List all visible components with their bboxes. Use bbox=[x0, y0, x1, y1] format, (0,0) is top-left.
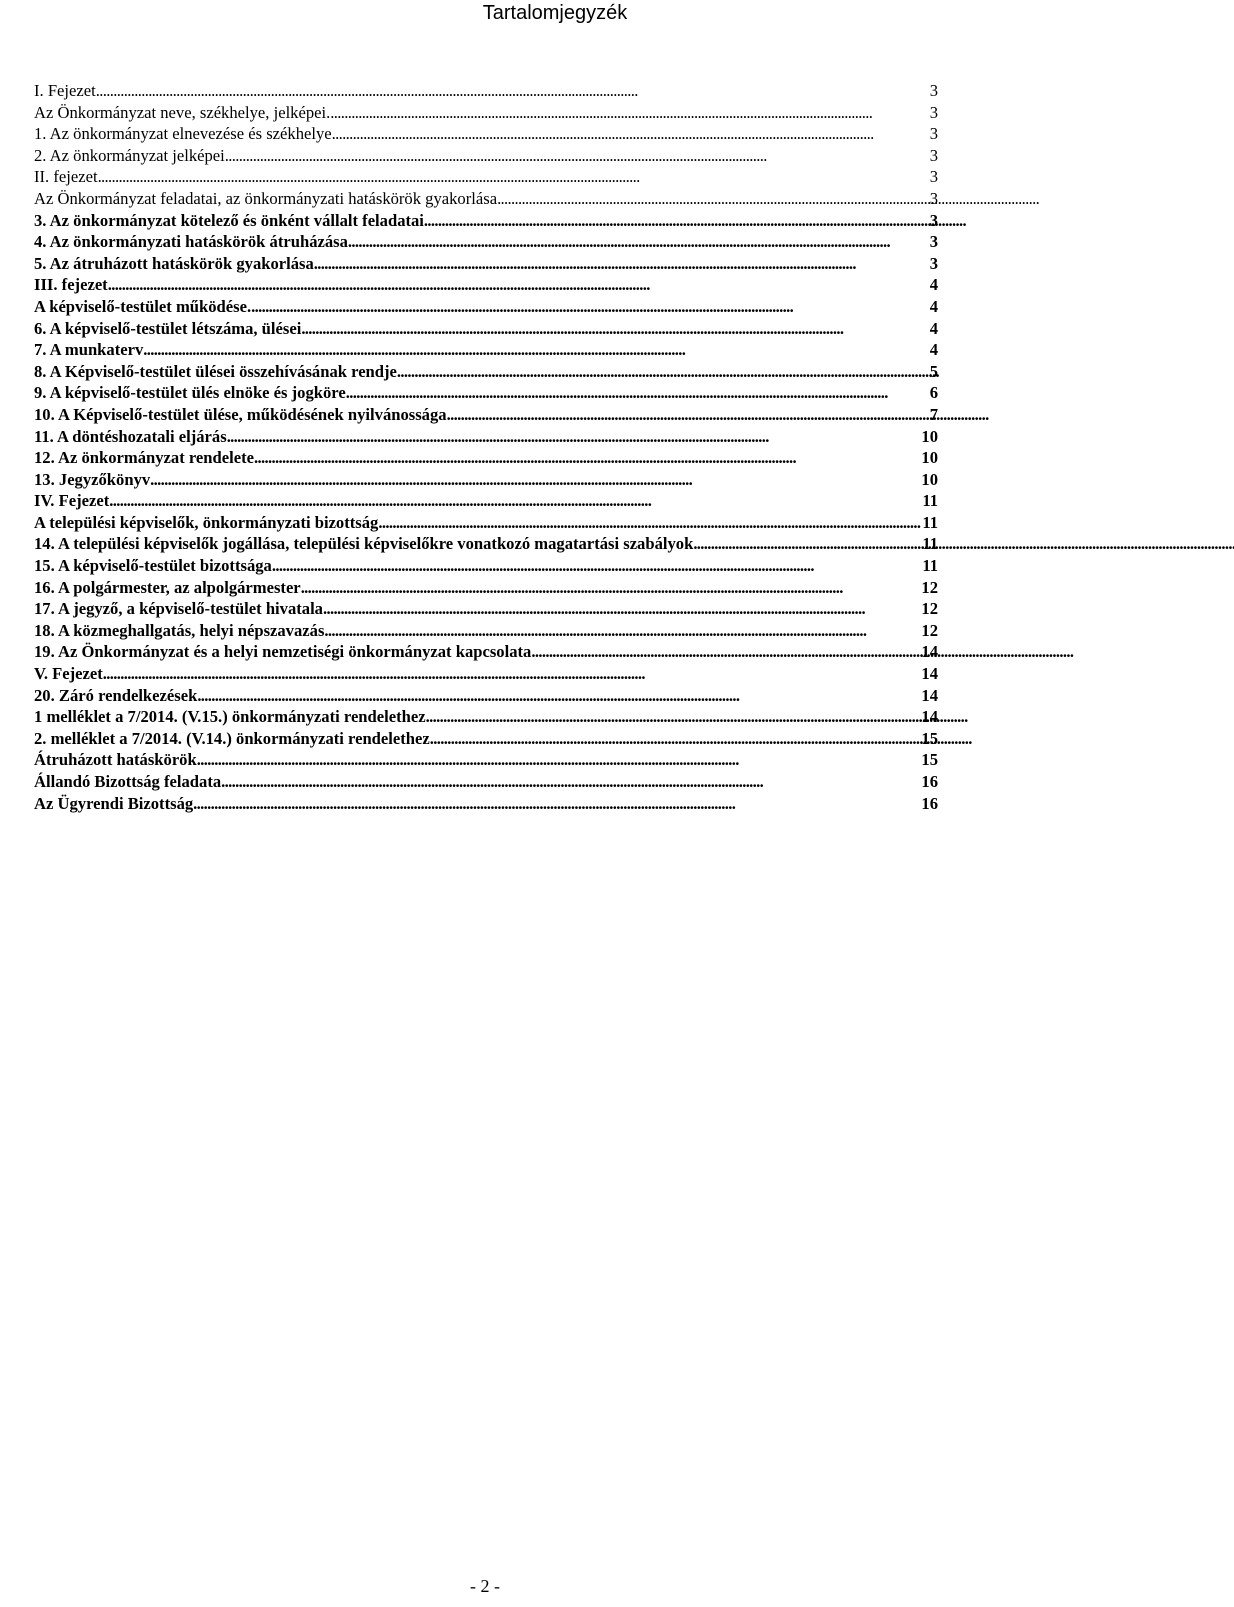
toc-entry-label[interactable]: Az Önkormányzat feladatai, az önkormányzati hatáskörök gyakorlása bbox=[34, 188, 498, 208]
toc-dot-leader bbox=[103, 663, 919, 685]
toc-entry-label[interactable]: 16. A polgármester, az alpolgármester bbox=[34, 577, 301, 597]
toc-entry-page[interactable]: 11 bbox=[922, 491, 938, 511]
toc-entry[interactable] bbox=[34, 253, 938, 275]
toc-dot-leader bbox=[426, 706, 919, 728]
toc-entry-label[interactable]: 11. A döntéshozatali eljárás bbox=[34, 426, 227, 446]
toc-entry-label[interactable]: 6. A képviselő-testület létszáma, ülései bbox=[34, 318, 302, 338]
page-number: - 2 - bbox=[470, 1576, 500, 1596]
toc-entry-label[interactable]: 14. A települési képviselők jogállása, települési képviselőkre vonatkozó magatartási szabályok bbox=[34, 534, 694, 554]
toc-entry-label[interactable]: Átruházott hatáskörök bbox=[34, 750, 197, 770]
toc-entry-page[interactable]: 3 bbox=[929, 81, 938, 100]
toc-entry-label[interactable]: 13. Jegyzőkönyv bbox=[34, 469, 151, 489]
toc-entry[interactable] bbox=[34, 771, 938, 793]
toc-entry-page[interactable]: 3 bbox=[929, 253, 938, 273]
toc-entry[interactable] bbox=[34, 80, 938, 102]
toc-entry[interactable] bbox=[34, 145, 938, 167]
toc-dot-leader bbox=[497, 188, 927, 210]
toc-dot-leader bbox=[272, 555, 919, 577]
toc-dot-leader bbox=[98, 166, 927, 188]
toc-entry[interactable] bbox=[34, 620, 938, 642]
toc-dot-leader bbox=[221, 771, 918, 793]
toc-dot-leader bbox=[109, 490, 919, 512]
toc-entry[interactable] bbox=[34, 382, 938, 404]
toc-entry-label[interactable]: 1. Az önkormányzat elnevezése és székhelye bbox=[34, 124, 332, 144]
toc-dot-leader bbox=[193, 793, 918, 815]
toc-dot-leader bbox=[227, 426, 919, 448]
toc-entry[interactable] bbox=[34, 469, 938, 491]
toc-dot-leader bbox=[108, 274, 927, 296]
toc-entry-label[interactable]: 7. A munkaterv bbox=[34, 340, 144, 360]
toc-dot-leader bbox=[323, 598, 918, 620]
toc-dot-leader bbox=[301, 577, 919, 599]
toc-dot-leader bbox=[314, 253, 927, 275]
toc-entry[interactable] bbox=[34, 361, 938, 383]
toc-entry-label[interactable]: 18. A közmeghallgatás, helyi népszavazás bbox=[34, 620, 325, 640]
toc-entry[interactable] bbox=[34, 188, 938, 210]
toc-entry-page[interactable]: 3 bbox=[929, 232, 938, 252]
toc-dot-leader bbox=[143, 339, 926, 361]
toc-entry-label[interactable]: 9. A képviselő-testület ülés elnöke és jogköre bbox=[34, 383, 346, 403]
toc-entry[interactable] bbox=[34, 274, 938, 296]
toc-entry-page[interactable]: 15 bbox=[921, 750, 938, 770]
toc-entry-page[interactable]: 12 bbox=[921, 620, 938, 640]
toc-dot-leader bbox=[332, 123, 927, 145]
toc-entry-label[interactable]: V. Fejezet bbox=[34, 664, 103, 684]
toc-dot-leader bbox=[254, 447, 918, 469]
toc-dot-leader bbox=[531, 641, 918, 663]
toc-entry[interactable] bbox=[34, 598, 938, 620]
toc-entry[interactable] bbox=[34, 533, 938, 555]
toc-entry[interactable] bbox=[34, 404, 938, 426]
toc-dot-leader bbox=[251, 296, 927, 318]
toc-entry-page[interactable]: 10 bbox=[921, 469, 938, 489]
toc-entry-label[interactable]: Az Önkormányzat neve, székhelye, jelképei. bbox=[34, 102, 331, 122]
toc-entry[interactable] bbox=[34, 793, 938, 815]
toc-entry-page[interactable]: 15 bbox=[921, 728, 938, 748]
toc-entry[interactable] bbox=[34, 426, 938, 448]
toc-dot-leader bbox=[447, 404, 927, 426]
toc-entry-label[interactable]: 12. Az önkormányzat rendelete bbox=[34, 448, 254, 468]
toc-entry-page[interactable]: 10 bbox=[921, 448, 938, 468]
toc-entry[interactable] bbox=[34, 749, 938, 771]
toc-dot-leader bbox=[397, 361, 927, 383]
toc-entry-label[interactable]: I. Fejezet bbox=[34, 81, 96, 100]
toc-entry-page[interactable]: 4 bbox=[929, 275, 938, 295]
toc-entry-page[interactable]: 6 bbox=[929, 383, 938, 403]
page-title: Tartalomjegyzék bbox=[482, 2, 628, 24]
table-of-contents bbox=[34, 80, 938, 814]
toc-dot-leader bbox=[96, 80, 927, 102]
toc-entry[interactable] bbox=[34, 231, 938, 253]
toc-entry-label[interactable]: 1 melléklet a 7/2014. (V.15.) önkormányzati rendelethez bbox=[34, 707, 426, 727]
toc-entry[interactable] bbox=[34, 339, 938, 361]
toc-entry-page[interactable]: 5 bbox=[929, 361, 938, 381]
toc-entry-page[interactable]: 3 bbox=[929, 145, 938, 165]
toc-entry-label[interactable]: Állandó Bizottság feladata bbox=[34, 772, 222, 791]
toc-entry-label[interactable]: III. fejezet bbox=[34, 275, 108, 295]
toc-entry-label[interactable]: IV. Fejezet bbox=[34, 491, 110, 511]
toc-dot-leader bbox=[225, 145, 927, 167]
toc-dot-leader bbox=[197, 685, 918, 707]
toc-entry-label[interactable]: 15. A képviselő-testület bizottsága bbox=[34, 556, 272, 576]
toc-entry-label[interactable]: 19. Az Önkormányzat és a helyi nemzetiségi önkormányzat kapcsolata bbox=[34, 642, 532, 662]
toc-dot-leader bbox=[301, 318, 926, 340]
toc-entry-label[interactable]: 4. Az önkormányzati hatáskörök átruházása bbox=[34, 232, 348, 252]
toc-entry[interactable] bbox=[34, 210, 938, 232]
toc-entry-page[interactable]: 11 bbox=[922, 556, 938, 576]
toc-dot-leader bbox=[693, 533, 919, 555]
toc-entry-page[interactable]: 14 bbox=[921, 664, 938, 684]
toc-entry-label[interactable]: 8. A Képviselő-testület ülései összehívásának rendje bbox=[34, 361, 397, 381]
toc-entry-page[interactable]: 3 bbox=[929, 102, 938, 122]
toc-entry[interactable] bbox=[34, 512, 938, 534]
toc-entry-page[interactable]: 4 bbox=[929, 340, 938, 360]
toc-entry-label[interactable]: 3. Az önkormányzat kötelező és önként vállalt feladatai bbox=[34, 210, 424, 230]
toc-entry-page[interactable]: 16 bbox=[921, 772, 938, 791]
toc-dot-leader bbox=[346, 382, 927, 404]
toc-entry-page[interactable]: 12 bbox=[921, 577, 938, 597]
toc-entry[interactable] bbox=[34, 123, 938, 145]
toc-entry-page[interactable]: 12 bbox=[921, 599, 938, 619]
toc-entry[interactable] bbox=[34, 318, 938, 340]
toc-dot-leader bbox=[430, 728, 919, 750]
toc-entry[interactable] bbox=[34, 663, 938, 685]
toc-entry-page[interactable]: 10 bbox=[921, 426, 938, 446]
toc-entry-label[interactable]: 20. Záró rendelkezések bbox=[34, 685, 198, 705]
toc-entry-label[interactable]: II. fejezet bbox=[34, 167, 98, 187]
toc-entry-page[interactable]: 3 bbox=[929, 167, 938, 187]
toc-dot-leader bbox=[424, 210, 927, 232]
toc-entry[interactable] bbox=[34, 685, 938, 707]
toc-entry[interactable] bbox=[34, 577, 938, 599]
toc-entry[interactable] bbox=[34, 555, 938, 577]
toc-dot-leader bbox=[330, 102, 926, 124]
toc-entry-label[interactable]: A képviselő-testület működése. bbox=[34, 296, 252, 316]
toc-entry-page[interactable]: 4 bbox=[929, 318, 938, 338]
toc-dot-leader bbox=[197, 749, 919, 771]
toc-entry-label[interactable]: 17. A jegyző, a képviselő-testület hivatala bbox=[34, 599, 323, 619]
toc-entry-page[interactable]: 16 bbox=[921, 793, 938, 813]
toc-entry-page[interactable]: 4 bbox=[929, 296, 938, 316]
toc-entry-label[interactable]: A települési képviselők, önkormányzati bizottság bbox=[34, 512, 379, 532]
toc-dot-leader bbox=[324, 620, 918, 642]
toc-entry[interactable] bbox=[34, 296, 938, 318]
toc-entry-label[interactable]: 2. melléklet a 7/2014. (V.14.) önkormányzati rendelethez bbox=[34, 728, 430, 748]
toc-entry-page[interactable]: 14 bbox=[921, 642, 938, 662]
toc-entry[interactable] bbox=[34, 166, 938, 188]
toc-entry[interactable] bbox=[34, 641, 938, 663]
toc-entry-label[interactable]: Az Ügyrendi Bizottság bbox=[34, 793, 194, 813]
toc-entry-page[interactable]: 7 bbox=[929, 404, 938, 424]
toc-entry[interactable] bbox=[34, 706, 938, 728]
toc-entry-page[interactable]: 3 bbox=[929, 210, 938, 230]
toc-entry-label[interactable]: 5. Az átruházott hatáskörök gyakorlása bbox=[34, 253, 314, 273]
toc-entry-page[interactable]: 14 bbox=[921, 685, 938, 705]
toc-entry-page[interactable]: 3 bbox=[929, 124, 938, 144]
toc-entry-label[interactable]: 10. A Képviselő-testület ülése, működésének nyilvánossága bbox=[34, 404, 447, 424]
toc-dot-leader bbox=[348, 231, 927, 253]
toc-entry-label[interactable]: 2. Az önkormányzat jelképei bbox=[34, 145, 225, 165]
toc-entry-page[interactable]: 11 bbox=[922, 512, 938, 532]
toc-entry[interactable] bbox=[34, 728, 938, 750]
toc-dot-leader bbox=[150, 469, 918, 491]
toc-entry[interactable] bbox=[34, 490, 938, 512]
toc-entry[interactable] bbox=[34, 447, 938, 469]
toc-entry-page[interactable]: 14 bbox=[921, 707, 938, 727]
toc-entry-page[interactable]: 3 bbox=[929, 188, 938, 208]
toc-entry-page[interactable]: 11 bbox=[922, 534, 938, 554]
toc-dot-leader bbox=[378, 512, 919, 534]
toc-entry[interactable] bbox=[34, 102, 938, 124]
